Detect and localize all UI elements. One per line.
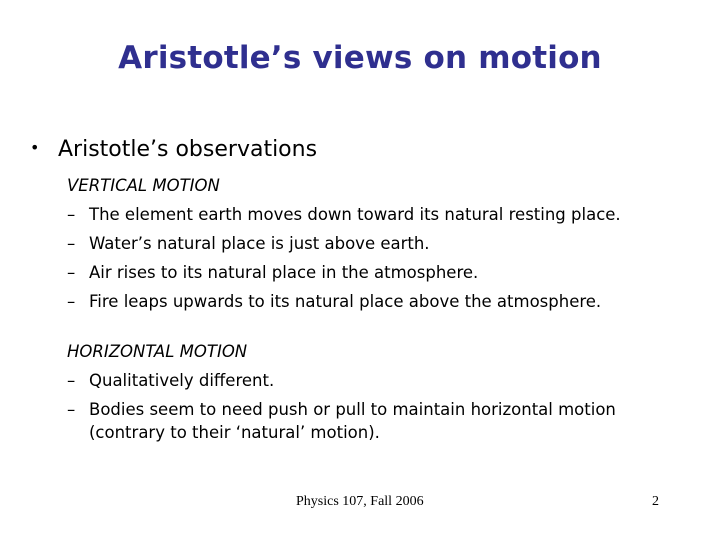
list-item: [67, 395, 616, 424]
dash-icon: –: [67, 292, 76, 311]
horizontal-motion-block: [67, 337, 616, 446]
list-item-continuation: (contrary to their ‘natural’ motion).: [89, 423, 380, 442]
list-item-text: Air rises to its natural place in the atmosphere.: [89, 263, 479, 282]
list-item-text: Water’s natural place is just above earth.: [89, 234, 430, 253]
dash-icon: –: [67, 371, 76, 390]
main-bullet-text: Aristotle’s observations: [58, 137, 318, 162]
bullet-icon: •: [30, 138, 40, 157]
list-item-text: Bodies seem to need push or pull to maintain horizontal motion: [89, 400, 616, 419]
list-item: [67, 200, 621, 229]
list-item-text: Qualitatively different.: [89, 371, 275, 390]
list-item: [67, 366, 616, 395]
slide-title: Aristotle’s views on motion: [118, 40, 602, 76]
dash-icon: –: [67, 263, 76, 282]
footer-course: Physics 107, Fall 2006: [296, 494, 424, 509]
list-item: [67, 258, 621, 287]
dash-icon: –: [67, 205, 76, 224]
vertical-motion-block: [67, 171, 621, 316]
main-bullet: [30, 137, 317, 162]
list-item: [67, 287, 621, 316]
dash-icon: –: [67, 400, 76, 419]
dash-icon: –: [67, 234, 76, 253]
vertical-motion-heading: VERTICAL MOTION: [67, 176, 220, 195]
list-item: [67, 229, 621, 258]
horizontal-motion-heading: HORIZONTAL MOTION: [67, 342, 248, 361]
page-number: 2: [652, 494, 659, 509]
list-item-text: Fire leaps upwards to its natural place above the atmosphere.: [89, 292, 602, 311]
list-item-text: The element earth moves down toward its natural resting place.: [89, 205, 621, 224]
